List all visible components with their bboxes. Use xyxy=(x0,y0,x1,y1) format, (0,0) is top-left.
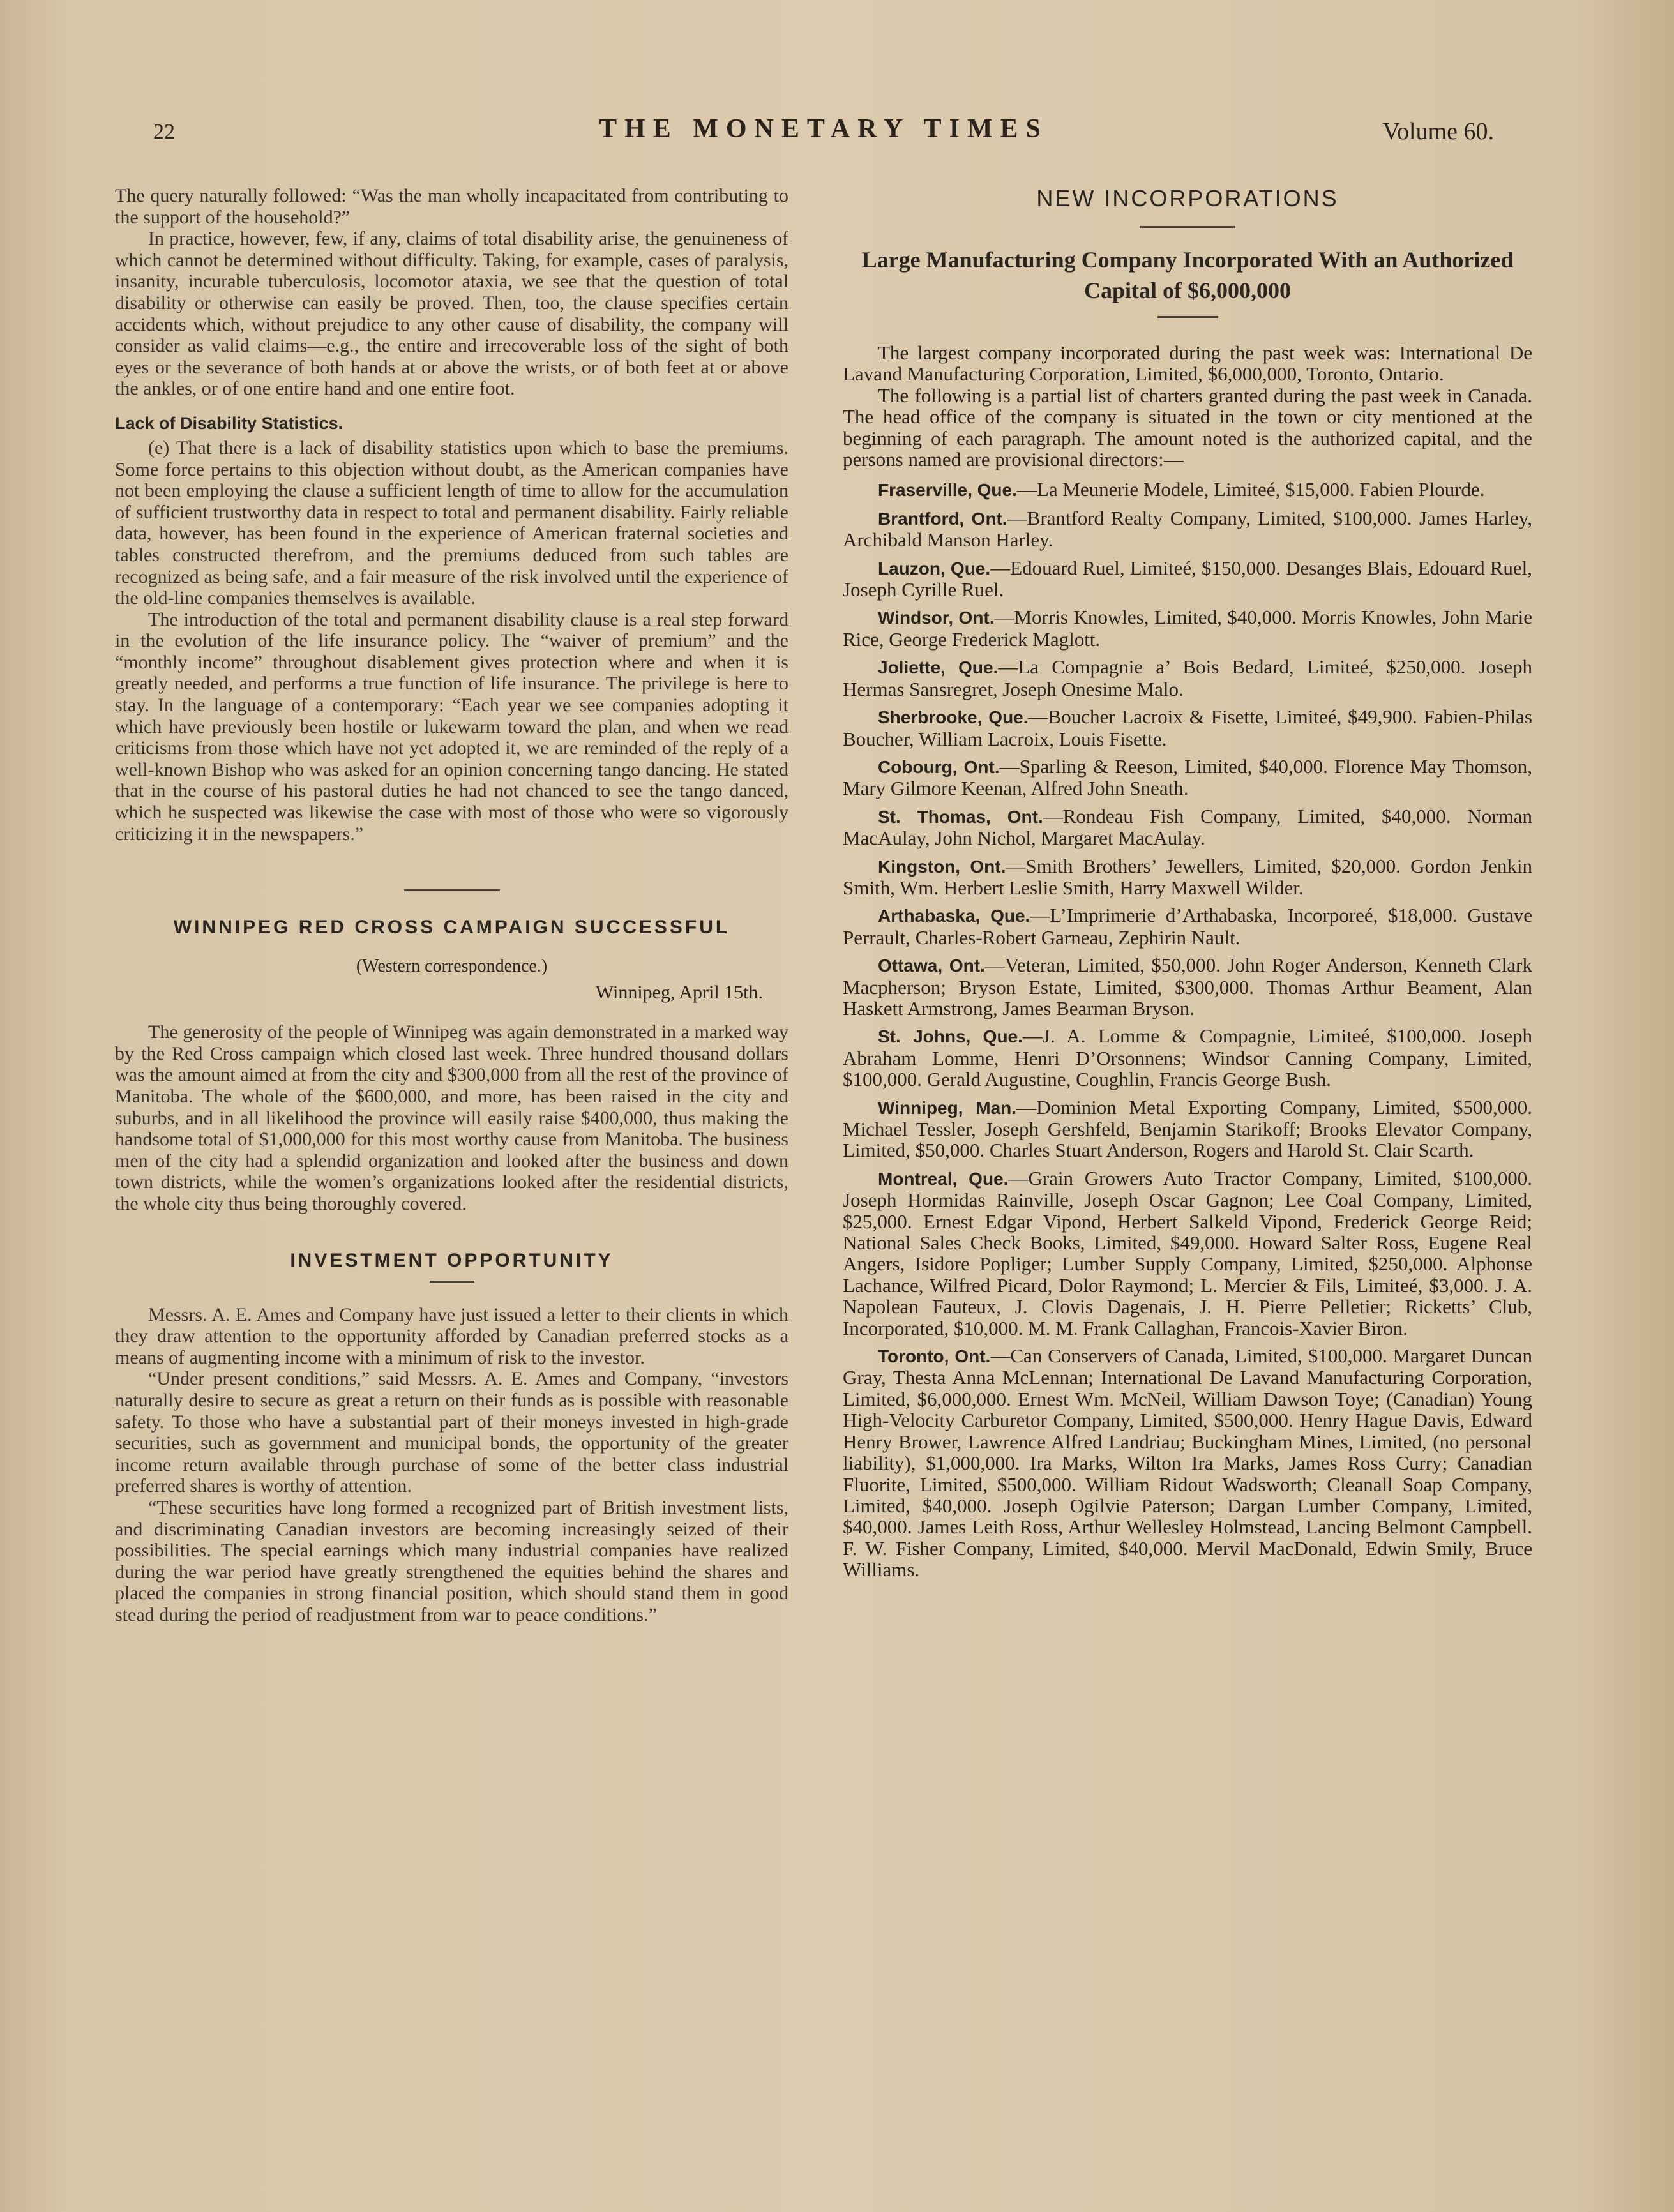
incorporation-entry xyxy=(843,508,1532,551)
section-divider xyxy=(404,889,500,891)
entry-details: —Sparling & Reeson, Limited, $40,000. Florence May Thomson, Mary Gilmore Keenan, Alfred John Sneath. xyxy=(843,755,1532,800)
entry-details: —Edouard Ruel, Limiteé, $150,000. Desanges Blais, Edouard Ruel, Joseph Cyrille Ruel. xyxy=(843,556,1533,601)
entry-details: —Can Conservers of Canada, Limited, $100,000. Margaret Duncan Gray, Thesta Anna McLennan; International De Lavand Manufacturing Corporation, Limited, $6,000,000. Ernest Wm. McNeil, William Dawson Toye; (Canadian) Young High-Velocity Carburetor Company, Limited, $500,000. Henry Hague Davis, Edward Henry Brower, Lawrence Alfred Landriau; Buckingham Mines, Limited, (no personal liability), $1,000,000. Ira Marks, Wilton Ira Marks, James Ross Curry; Canadian Fluorite, Limited, $500,000. William Ridout Wadsworth; Cleanall Soap Company, Limited, $40,000. Joseph Ogilvie Paterson; Dargan Lumber Company, Limited, $40,000. James Leith Ross, Arthur Wellesley Holmstead, Lancing Belmont Campbell. F. W. Fisher Company, Limited, $40,000. Mervil MacDonald, Edwin Smily, Bruce Williams. xyxy=(843,1344,1532,1581)
entry-details: —La Compagnie a’ Bois Bedard, Limiteé, $250,000. Joseph Hermas Sansregret, Joseph Onesime Malo. xyxy=(843,656,1532,700)
entry-location: Arthabaska, Que. xyxy=(878,906,1030,926)
page-number: 22 xyxy=(153,120,175,144)
paragraph: The generosity of the people of Winnipeg was again demonstrated in a marked way by the Red Cross campaign which closed last week. Three hundred thousand dollars was the amount aimed at from the city and $300,000 from all the rest of the province of Manitoba. The whole of the $600,000, and more, has been raised in the city and suburbs, and in all likelihood the province will easily raise $400,000, thus making the handsome total of $1,000,000 for this most worthy cause from Manitoba. The business men of the city had a splendid organization and looked after the business and down town districts, while the women’s organizations looked after the residential districts, the whole city thus being thoroughly covered. xyxy=(115,1021,788,1214)
entry-location: Montreal, Que. xyxy=(878,1168,1009,1189)
paragraph: (e) That there is a lack of disability statistics upon which to base the premiums. Some force pertains to this objection without doubt, as the American companies have not been employing the clause a sufficient length of time to allow for the accumulation of sufficient trustworthy data in respect to total and permanent disability. Fairly reliable data, however, has been found in the experience of American fraternal societies and tables constructed therefrom, and the premiums deduced from such tables are recognized as being safe, and a fair measure of the risk involved until the experience of the old-line companies themselves is available. xyxy=(115,437,788,609)
incorporation-entry xyxy=(843,905,1532,948)
new-incorporations-title: NEW INCORPORATIONS xyxy=(1036,185,1339,211)
entry-details: —Veteran, Limited, $50,000. John Roger Anderson, Kenneth Clark Macpherson; Bryson Estate, Limited, $300,000. Thomas Arthur Beament, Alan Haskett Armstrong, James Bearman Bryson. xyxy=(843,954,1532,1019)
entry-details: —Morris Knowles, Limited, $40,000. Morris Knowles, John Marie Rice, George Frederick Maglott. xyxy=(843,606,1532,651)
entry-location: Brantford, Ont. xyxy=(878,508,1007,529)
section-divider xyxy=(1157,316,1218,318)
entry-location: Cobourg, Ont. xyxy=(878,756,1000,777)
incorporation-entry xyxy=(843,706,1532,749)
section-divider xyxy=(1140,226,1235,228)
dateline: Winnipeg, April 15th. xyxy=(595,982,763,1004)
incorporation-entry xyxy=(843,756,1532,799)
incorporations-headline: Large Manufacturing Company Incorporated With an Authorized Capital of $6,000,000 xyxy=(861,247,1514,303)
paragraph: In practice, however, few, if any, claims of total disability arise, the genuineness of which cannot be determined without difficulty. Taking, for example, cases of paralysis, insanity, incurable tuberculosis, locomotor ataxia, we see that the question of total disability or otherwise can easily be proved. Then, too, the clause specifies certain accidents which, without prejudice to any other cause of disability, the company will consider as valid claims—e.g., the entire and irrecoverable loss of the sight of both eyes or the severance of both hands at or above the wrists, or of both feet at or above the ankles, or of one entire hand and one entire foot. xyxy=(115,228,788,400)
entry-location: Kingston, Ont. xyxy=(878,856,1006,877)
paragraph: “Under present conditions,” said Messrs. A. E. Ames and Company, “investors naturally desire to secure as great a return on their funds as is possible with reasonable safety. To those who have a substantial part of their moneys invested in high-grade securities, such as government and municipal bonds, the opportunity of the greater income return available through purchase of some of the better class industrial preferred shares is worthy of attention. xyxy=(115,1368,788,1497)
incorporation-entry xyxy=(843,1025,1532,1090)
entry-details: —Smith Brothers’ Jewellers, Limited, $20,000. Gordon Jenkin Smith, Wm. Herbert Leslie Smith, Harry Maxwell Wilder. xyxy=(843,854,1533,899)
publication-title: THE MONETARY TIMES xyxy=(599,114,1048,144)
entry-location: Fraserville, Que. xyxy=(878,480,1017,500)
incorporation-entry xyxy=(843,557,1532,601)
entry-location: St. Johns, Que. xyxy=(878,1027,1023,1047)
subheading-lack-of-statistics: Lack of Disability Statistics. xyxy=(115,413,343,433)
entry-details: —J. A. Lomme & Compagnie, Limiteé, $100,000. Joseph Abraham Lomme, Henri D’Orsonnens; Windsor Canning Company, Limited, $100,000. Gerald Augustine, Coughlin, Francis George Bush. xyxy=(843,1025,1532,1091)
winnipeg-heading: WINNIPEG RED CROSS CAMPAIGN SUCCESSFUL xyxy=(173,917,730,938)
entry-location: St. Thomas, Ont. xyxy=(878,806,1043,827)
incorporation-entry xyxy=(843,606,1532,650)
entry-details: —Grain Growers Auto Tractor Company, Limited, $100,000. Joseph Hormidas Rainville, Joseph Oscar Gagnon; Lee Coal Company, Limited, $25,000. Ernest Edgar Vipond, Herbert Salkeld Vipond, Frederick George Reid; National Sales Check Books, Limited, $49,000. Howard Salter Ross, Eugene Real Angers, Isidore Popliger; Lumber Supply Company, Limited, $250,000. Alphonse Lachance, Wilfred Picard, Dolor Raymond; L. Mercier & Fils, Limiteé, $3,000. J. A. Napolean Fauteux, J. Clovis Dagenais, J. H. Pierre Pelletier; Ricketts’ Club, Incorporated, $10,000. M. M. Frank Callaghan, Francois-Xavier Biron. xyxy=(843,1166,1532,1339)
entry-location: Sherbrooke, Que. xyxy=(878,707,1029,728)
entry-location: Windsor, Ont. xyxy=(878,608,995,628)
entry-details: —Brantford Realty Company, Limited, $100,000. James Harley, Archibald Manson Harley. xyxy=(843,506,1532,552)
section-divider xyxy=(430,1281,474,1283)
volume-label: Volume 60. xyxy=(1382,118,1494,145)
entry-details: —Rondeau Fish Company, Limited, $40,000. Norman MacAulay, John Nichol, Margaret MacAulay. xyxy=(843,804,1532,850)
paragraph: Messrs. A. E. Ames and Company have just issued a letter to their clients in which they draw attention to the opportunity afforded by Canadian preferred stocks as a means of augmenting income with a minimum of risk to the investor. xyxy=(115,1304,788,1368)
paragraph: “These securities have long formed a recognized part of British investment lists, and discriminating Canadian investors are becoming increasingly seized of their possibilities. The special earnings which many industrial companies have realized during the war period have greatly strengthened the equities behind the shares and placed the companies in strong financial position, which should stand them in good stead during the period of readjustment from war to peace conditions.” xyxy=(115,1496,788,1625)
correspondence-note: (Western correspondence.) xyxy=(356,956,548,977)
entry-location: Joliette, Que. xyxy=(878,658,999,678)
incorporation-entry xyxy=(843,1345,1532,1580)
incorporation-entry xyxy=(843,1097,1532,1161)
paragraph: The introduction of the total and permanent disability clause is a real step forward in the evolution of the life insurance policy. The “waiver of premium” and the “monthly income” throughout disablement gives protection where and when it is greatly needed, and performs a true function of life insurance. The privilege is here to stay. In the language of a contemporary: “Each year we see companies adopting it which have previously been hostile or lukewarm toward the plan, and when we read criticisms from those which have not yet adopted it, we are reminded of the reply of a well-known Bishop who was asked for an opinion concerning tango dancing. He stated that in the course of his pastoral duties he had not chanced to see the tango danced, which he suspected was likewise the case with most of those who were so vigorously criticizing it in the newspapers.” xyxy=(115,608,788,845)
incorporation-entry xyxy=(843,855,1532,899)
entry-details: —Boucher Lacroix & Fisette, Limiteé, $49,900. Fabien-Philas Boucher, William Lacroix, Louis Fisette. xyxy=(843,705,1532,750)
paragraph: The following is a partial list of charters granted during the past week in Canada. The head office of the company is situated in the town or city mentioned at the beginning of each paragraph. The amount noted is the authorized capital, and the persons named are provisional directors:— xyxy=(843,384,1532,471)
incorporation-entry xyxy=(843,479,1532,500)
entry-location: Winnipeg, Man. xyxy=(878,1097,1017,1118)
entry-details: —L’Imprimerie d’Arthabaska, Incorporeé, $18,000. Gustave Perrault, Charles-Robert Garneau, Zephirin Nault. xyxy=(843,904,1532,949)
right-column xyxy=(843,185,1532,1587)
running-header xyxy=(153,114,1494,158)
incorporation-entry xyxy=(843,806,1532,849)
entry-location: Toronto, Ont. xyxy=(878,1346,991,1367)
investment-heading: INVESTMENT OPPORTUNITY xyxy=(290,1249,614,1271)
entry-location: Ottawa, Ont. xyxy=(878,956,985,976)
entry-location: Lauzon, Que. xyxy=(878,558,991,578)
entry-details: —Dominion Metal Exporting Company, Limited, $500,000. Michael Tessler, Joseph Gershfeld, Benjamin Starikoff; Brooks Elevator Company, Limited, $50,000. Charles Stuart Anderson, Rogers and Harold St. Clair Scarth. xyxy=(843,1095,1532,1162)
entry-details: —La Meunerie Modele, Limiteé, $15,000. Fabien Plourde. xyxy=(1016,478,1485,501)
incorporation-entry xyxy=(843,954,1532,1019)
paragraph: The query naturally followed: “Was the man wholly incapacitated from contributing to the support of the household?” xyxy=(115,185,788,228)
incorporation-entry xyxy=(843,1168,1532,1339)
incorporation-entry xyxy=(843,656,1532,700)
left-column xyxy=(115,185,788,1625)
paragraph: The largest company incorporated during the past week was: International De Lavand Manufacturing Corporation, Limited, $6,000,000, Toronto, Ontario. xyxy=(843,342,1532,386)
